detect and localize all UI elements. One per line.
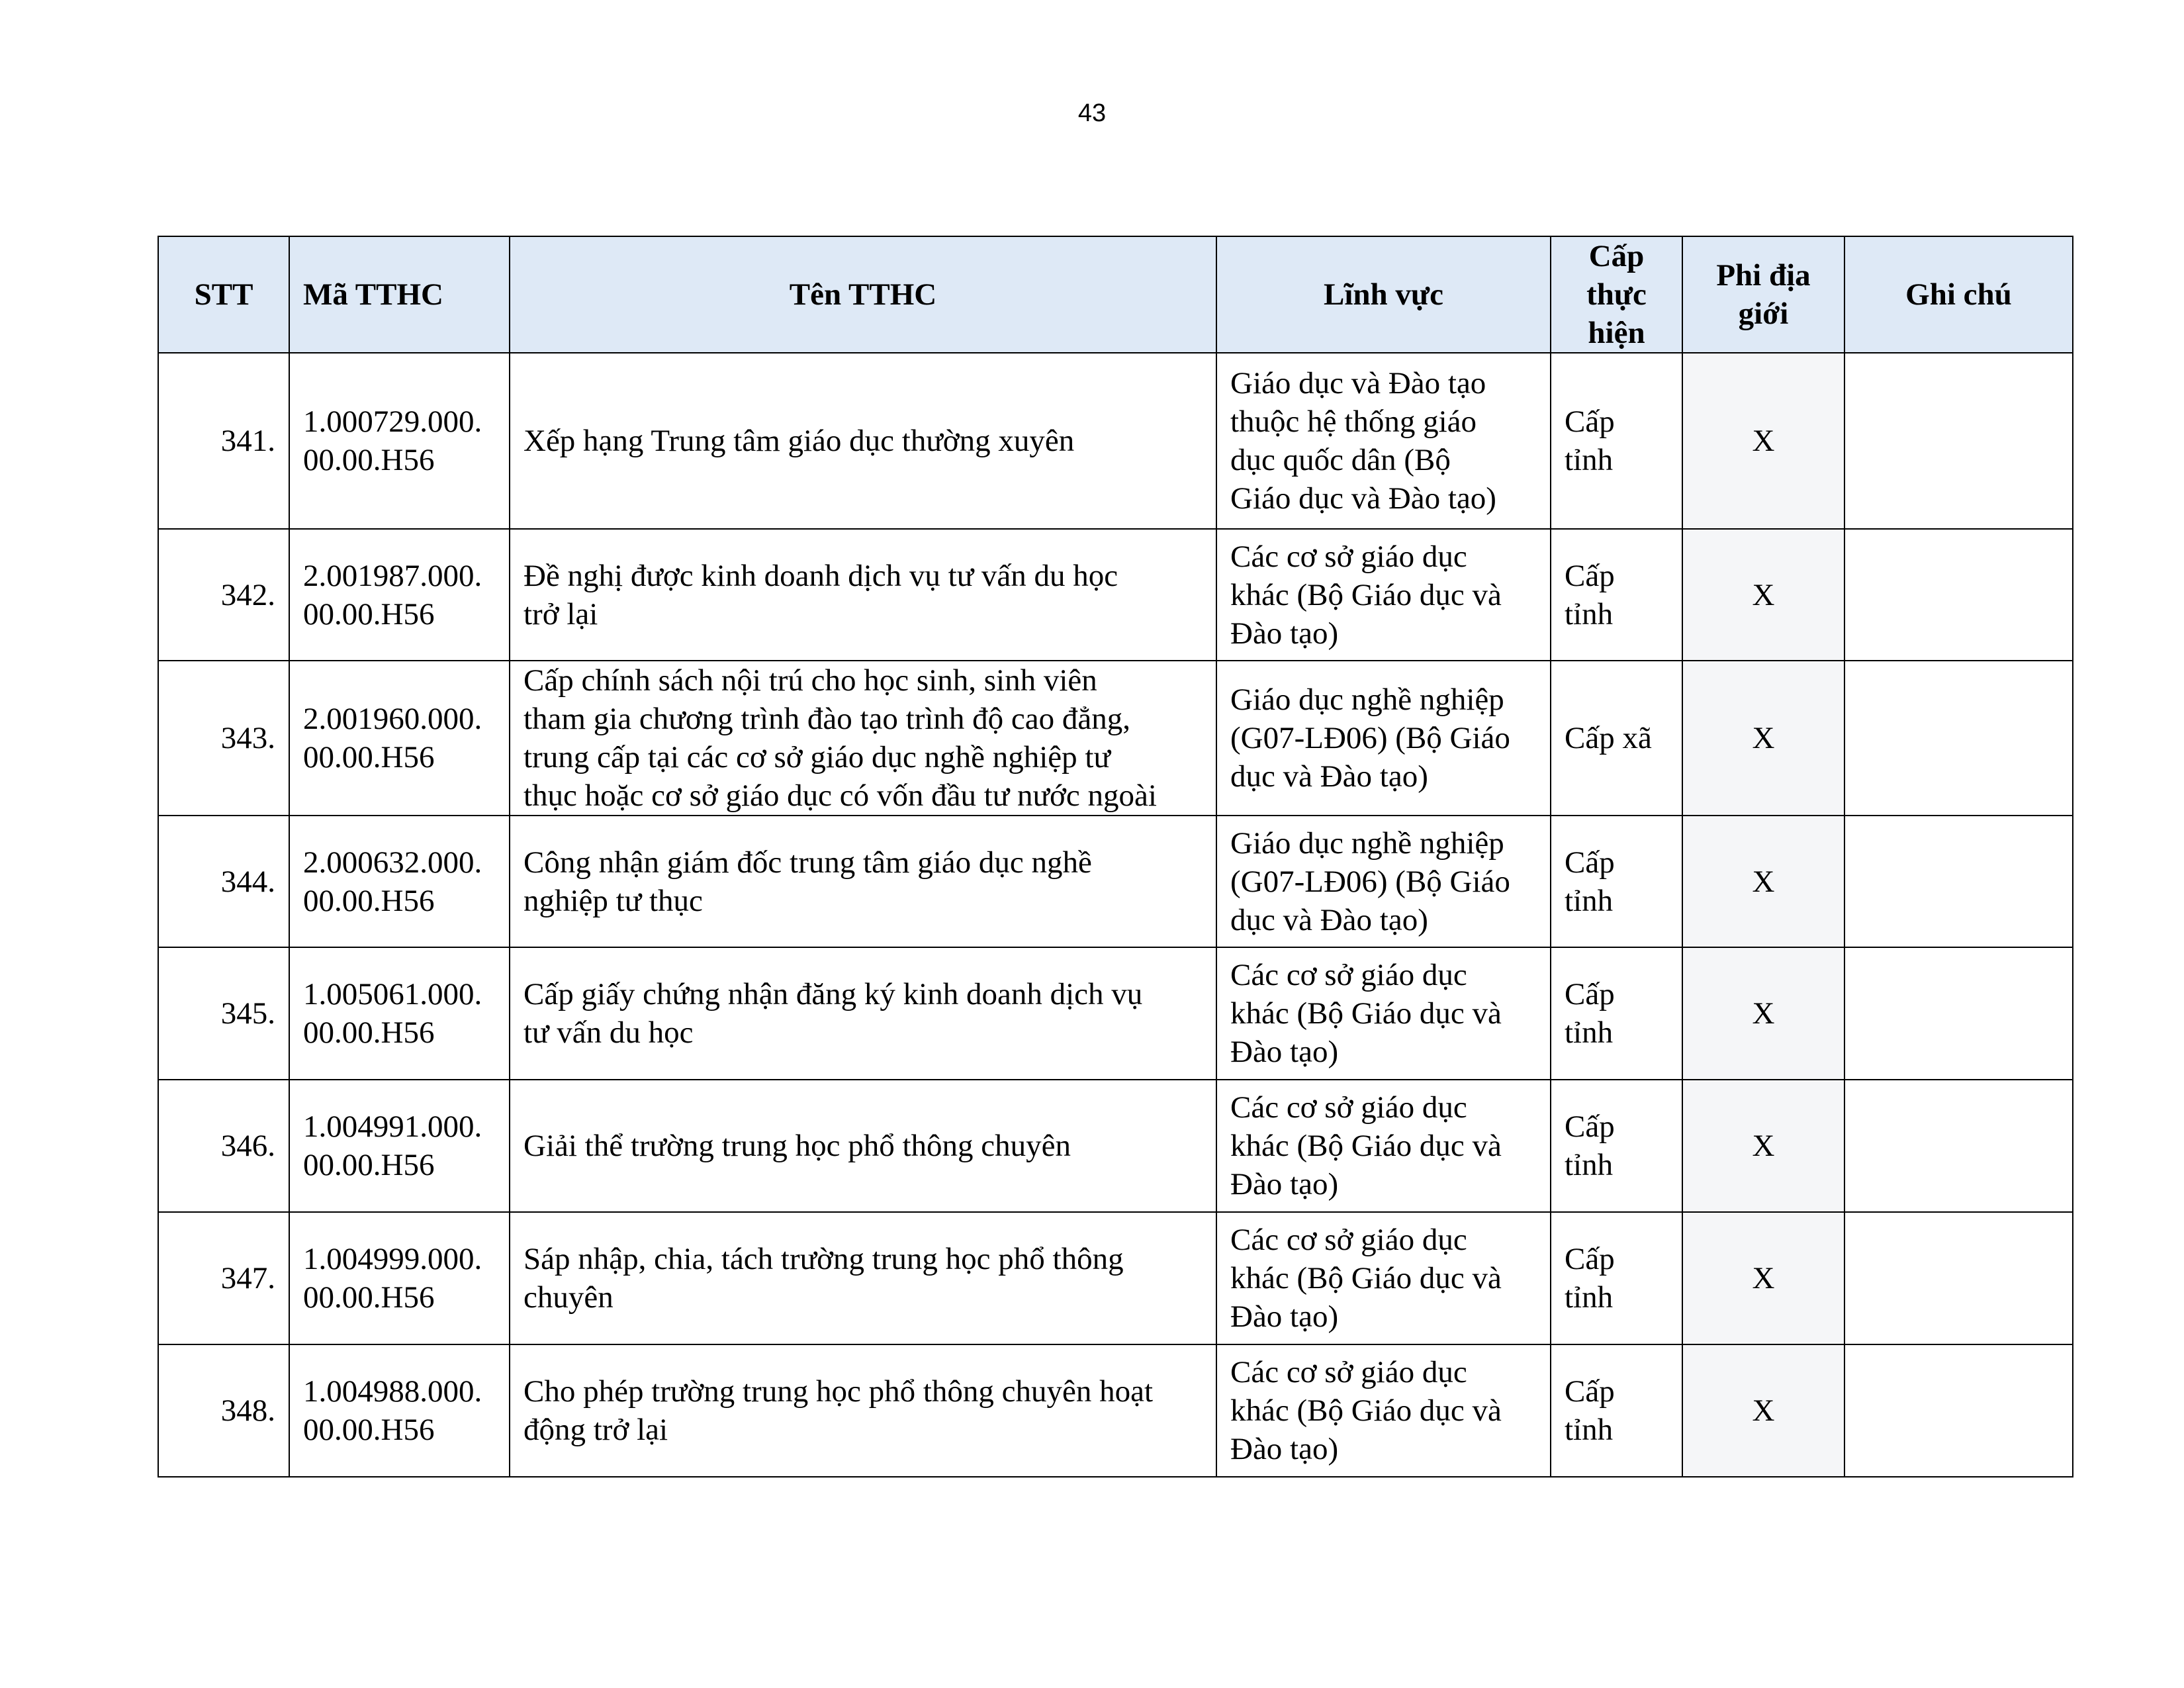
cell-name: Đề nghị được kinh doanh dịch vụ tư vấn du học trở lại (510, 529, 1216, 661)
cell-stt: 346. (158, 1080, 289, 1212)
header-stt: STT (158, 236, 289, 353)
cell-level: Cấp tỉnh (1551, 1080, 1682, 1212)
table-row (158, 947, 2073, 1080)
procedure-table (158, 236, 2073, 1477)
cell-nongeo: X (1682, 1212, 1844, 1344)
table-header-row (158, 236, 2073, 353)
cell-note (1844, 1080, 2073, 1212)
cell-level: Cấp tỉnh (1551, 529, 1682, 661)
cell-name: Cấp giấy chứng nhận đăng ký kinh doanh dịch vụ tư vấn du học (510, 947, 1216, 1080)
cell-code: 1.004991.000. 00.00.H56 (289, 1080, 510, 1212)
cell-level: Cấp tỉnh (1551, 947, 1682, 1080)
cell-stt: 341. (158, 353, 289, 529)
table-row (158, 1344, 2073, 1477)
table-row (158, 816, 2073, 947)
cell-note (1844, 661, 2073, 816)
table-row (158, 1212, 2073, 1344)
cell-name: Giải thể trường trung học phổ thông chuyên (510, 1080, 1216, 1212)
cell-stt: 345. (158, 947, 289, 1080)
cell-nongeo: X (1682, 947, 1844, 1080)
header-code: Mã TTHC (289, 236, 510, 353)
table-row (158, 1080, 2073, 1212)
cell-nongeo: X (1682, 661, 1844, 816)
cell-stt: 342. (158, 529, 289, 661)
page-number: 43 (1077, 99, 1107, 127)
cell-code: 2.001960.000. 00.00.H56 (289, 661, 510, 816)
header-note: Ghi chú (1844, 236, 2073, 353)
cell-level: Cấp tỉnh (1551, 353, 1682, 529)
cell-stt: 343. (158, 661, 289, 816)
cell-code: 1.000729.000. 00.00.H56 (289, 353, 510, 529)
cell-field: Các cơ sở giáo dục khác (Bộ Giáo dục và Đào tạo) (1216, 529, 1551, 661)
cell-note (1844, 816, 2073, 947)
cell-code: 1.004999.000. 00.00.H56 (289, 1212, 510, 1344)
cell-level: Cấp xã (1551, 661, 1682, 816)
header-nongeo: Phi địa giới (1682, 236, 1844, 353)
cell-level: Cấp tỉnh (1551, 1344, 1682, 1477)
cell-field: Các cơ sở giáo dục khác (Bộ Giáo dục và Đào tạo) (1216, 1212, 1551, 1344)
cell-level: Cấp tỉnh (1551, 1212, 1682, 1344)
cell-stt: 347. (158, 1212, 289, 1344)
cell-name: Công nhận giám đốc trung tâm giáo dục nghề nghiệp tư thục (510, 816, 1216, 947)
cell-name: Cho phép trường trung học phổ thông chuyên hoạt động trở lại (510, 1344, 1216, 1477)
cell-code: 2.000632.000. 00.00.H56 (289, 816, 510, 947)
cell-note (1844, 353, 2073, 529)
cell-note (1844, 947, 2073, 1080)
cell-field: Giáo dục nghề nghiệp (G07-LĐ06) (Bộ Giáo dục và Đào tạo) (1216, 661, 1551, 816)
header-field: Lĩnh vực (1216, 236, 1551, 353)
cell-note (1844, 1344, 2073, 1477)
cell-field: Các cơ sở giáo dục khác (Bộ Giáo dục và Đào tạo) (1216, 947, 1551, 1080)
cell-code: 1.005061.000. 00.00.H56 (289, 947, 510, 1080)
cell-field: Các cơ sở giáo dục khác (Bộ Giáo dục và Đào tạo) (1216, 1344, 1551, 1477)
cell-note (1844, 1212, 2073, 1344)
cell-code: 1.004988.000. 00.00.H56 (289, 1344, 510, 1477)
header-name: Tên TTHC (510, 236, 1216, 353)
cell-note (1844, 529, 2073, 661)
cell-nongeo: X (1682, 816, 1844, 947)
cell-nongeo: X (1682, 1080, 1844, 1212)
cell-field: Các cơ sở giáo dục khác (Bộ Giáo dục và Đào tạo) (1216, 1080, 1551, 1212)
cell-name: Cấp chính sách nội trú cho học sinh, sinh viên tham gia chương trình đào tạo trình độ cao đẳng, trung cấp tại các cơ sở giáo dục nghề nghiệp tư thục hoặc cơ sở giáo dục có vốn đầu tư nước ngoài (510, 661, 1216, 816)
cell-stt: 348. (158, 1344, 289, 1477)
table-row (158, 529, 2073, 661)
table-row (158, 661, 2073, 816)
table-row (158, 353, 2073, 529)
cell-field: Giáo dục và Đào tạo thuộc hệ thống giáo dục quốc dân (Bộ Giáo dục và Đào tạo) (1216, 353, 1551, 529)
cell-nongeo: X (1682, 529, 1844, 661)
cell-code: 2.001987.000. 00.00.H56 (289, 529, 510, 661)
cell-nongeo: X (1682, 1344, 1844, 1477)
cell-name: Xếp hạng Trung tâm giáo dục thường xuyên (510, 353, 1216, 529)
cell-stt: 344. (158, 816, 289, 947)
cell-nongeo: X (1682, 353, 1844, 529)
cell-level: Cấp tỉnh (1551, 816, 1682, 947)
cell-field: Giáo dục nghề nghiệp (G07-LĐ06) (Bộ Giáo dục và Đào tạo) (1216, 816, 1551, 947)
header-level: Cấp thực hiện (1551, 236, 1682, 353)
cell-name: Sáp nhập, chia, tách trường trung học phổ thông chuyên (510, 1212, 1216, 1344)
